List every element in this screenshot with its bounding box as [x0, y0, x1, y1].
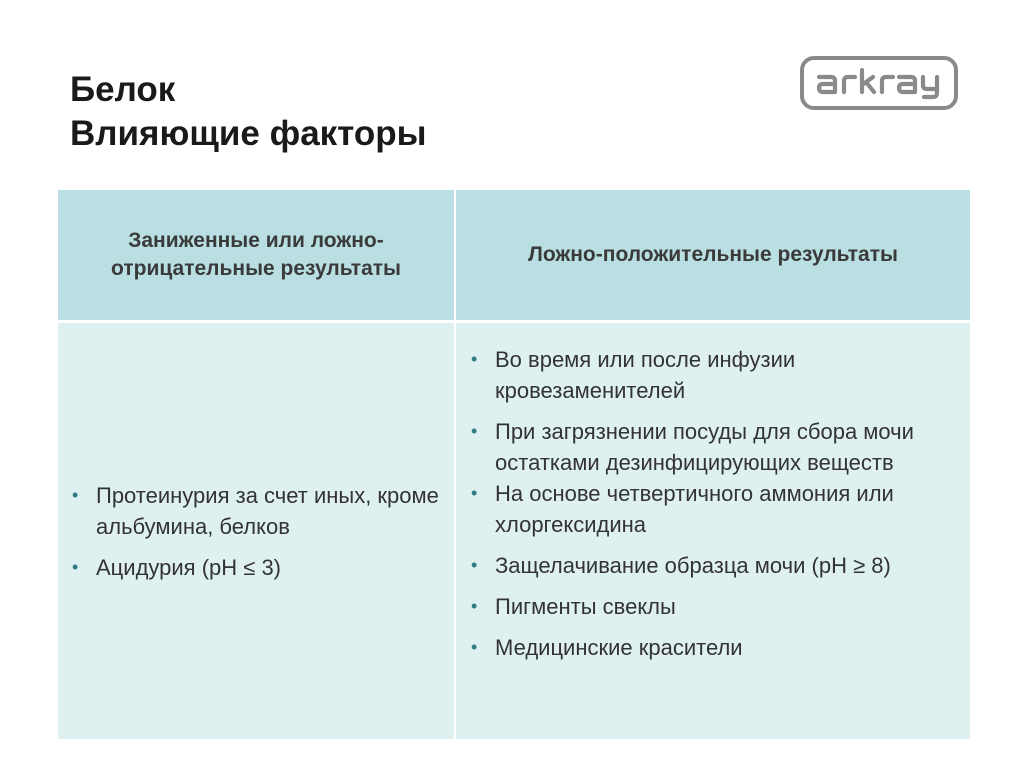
list-item-text: Ацидурия (рН ≤ 3): [96, 555, 282, 580]
list-item-text: Во время или после инфузии кровезаменителей: [495, 347, 796, 403]
false-positive-list: [463, 344, 963, 663]
list-item-text: При загрязнении посуды для сбора мочи остатками дезинфицирующих веществ: [495, 419, 914, 475]
list-item: [463, 478, 963, 540]
header-false-positive-label: Ложно-положительные результаты: [528, 243, 898, 266]
bullet: •: [471, 421, 478, 441]
header-false-negative: [58, 190, 454, 320]
list-item: [64, 480, 444, 542]
list-item-text: Пигменты свеклы: [495, 594, 676, 619]
arkray-logo: [800, 56, 958, 110]
list-item-text: Медицинские красители: [495, 635, 743, 660]
arkray-logo-mark: [811, 66, 947, 100]
bullet: •: [471, 596, 478, 616]
list-item-text: На основе четвертичного аммония или хлоргексидина: [495, 481, 894, 537]
list-item: [463, 344, 963, 406]
list-item: [463, 632, 963, 663]
title-line-2: Влияющие факторы: [70, 114, 427, 153]
factors-table: [58, 190, 970, 739]
list-item-text: Защелачивание образца мочи (рН ≥ 8): [495, 553, 891, 578]
header-false-negative-label: Заниженные или ложно-отрицательные результаты: [111, 229, 401, 280]
bullet: •: [471, 483, 478, 503]
title-line-1: Белок: [70, 70, 176, 109]
list-item: [463, 416, 963, 478]
header-false-positive: [456, 190, 970, 320]
slide-title: [70, 68, 427, 156]
list-item: [64, 552, 444, 583]
list-item: [463, 550, 963, 581]
false-negative-list: [64, 480, 444, 583]
bullet: •: [471, 555, 478, 575]
bullet: •: [471, 349, 478, 369]
bullet: •: [72, 485, 79, 505]
row-divider: [58, 320, 970, 323]
bullet: •: [72, 557, 79, 577]
list-item-text: Протеинурия за счет иных, кроме альбумина, белков: [96, 483, 439, 539]
bullet: •: [471, 637, 478, 657]
list-item: [463, 591, 963, 622]
